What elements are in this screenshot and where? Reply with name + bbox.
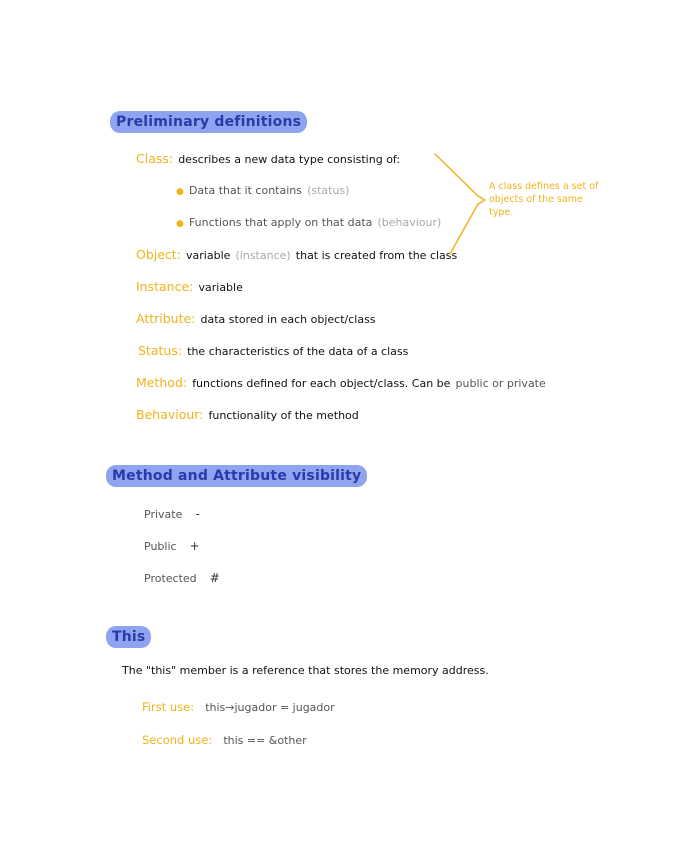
- class-side-note: A class defines a set of objects of the same type.: [489, 181, 599, 218]
- bullet-1-note: (status): [307, 184, 350, 197]
- term-second-use: Second use:: [142, 733, 213, 747]
- visibility-symbol: #: [209, 571, 220, 585]
- term-behaviour: Behaviour:: [136, 407, 204, 422]
- def-object-note: (instance): [235, 249, 291, 262]
- def-attribute: [136, 308, 376, 327]
- def-object-text-b: that is created from the class: [295, 249, 458, 262]
- def-attribute-text: data stored in each object/class: [200, 313, 376, 326]
- term-class: Class:: [136, 151, 174, 166]
- def-class: [136, 148, 400, 167]
- brace-icon: [430, 150, 490, 260]
- def-object-text-a: variable: [186, 249, 231, 262]
- visibility-item-public: [144, 535, 200, 554]
- visibility-symbol: +: [189, 539, 200, 553]
- term-status: Status:: [138, 343, 183, 358]
- section-heading-this: This: [106, 626, 151, 648]
- class-bullet-1: [176, 179, 349, 198]
- term-method: Method:: [136, 375, 188, 390]
- class-bullet-2: [176, 211, 441, 230]
- def-behaviour-text: functionality of the method: [208, 409, 359, 422]
- bullet-1-text: Data that it contains: [188, 184, 302, 197]
- def-method-text: functions defined for each object/class. Can be: [192, 377, 451, 390]
- bullet-icon: ●: [176, 219, 184, 229]
- visibility-label: Private: [144, 508, 183, 521]
- visibility-symbol: -: [195, 507, 200, 521]
- bullet-2-text: Functions that apply on that data: [188, 216, 373, 229]
- bullet-icon: ●: [176, 187, 184, 197]
- def-class-text: describes a new data type consisting of:: [178, 153, 401, 166]
- def-instance: [136, 276, 243, 295]
- section-heading-preliminary: Preliminary definitions: [110, 111, 307, 133]
- visibility-item-private: [144, 503, 200, 522]
- this-first-use: [142, 696, 335, 715]
- term-first-use: First use:: [142, 700, 195, 714]
- first-use-code: this→jugador = jugador: [205, 701, 335, 714]
- visibility-item-protected: [144, 567, 220, 586]
- this-second-use: [142, 729, 307, 748]
- def-instance-text: variable: [198, 281, 243, 294]
- def-object: [136, 244, 457, 263]
- def-behaviour: [136, 404, 359, 423]
- this-intro: The "this" member is a reference that stores the memory address.: [122, 664, 489, 677]
- def-method: [136, 372, 546, 391]
- term-object: Object:: [136, 247, 181, 262]
- section-heading-visibility: Method and Attribute visibility: [106, 465, 367, 487]
- visibility-label: Protected: [144, 572, 197, 585]
- term-instance: Instance:: [136, 279, 194, 294]
- term-attribute: Attribute:: [136, 311, 196, 326]
- def-status-text: the characteristics of the data of a class: [187, 345, 409, 358]
- def-status: [138, 340, 408, 359]
- bullet-2-note: (behaviour): [377, 216, 442, 229]
- def-method-note: public or private: [455, 377, 546, 390]
- visibility-label: Public: [144, 540, 177, 553]
- second-use-code: this == &other: [223, 734, 307, 747]
